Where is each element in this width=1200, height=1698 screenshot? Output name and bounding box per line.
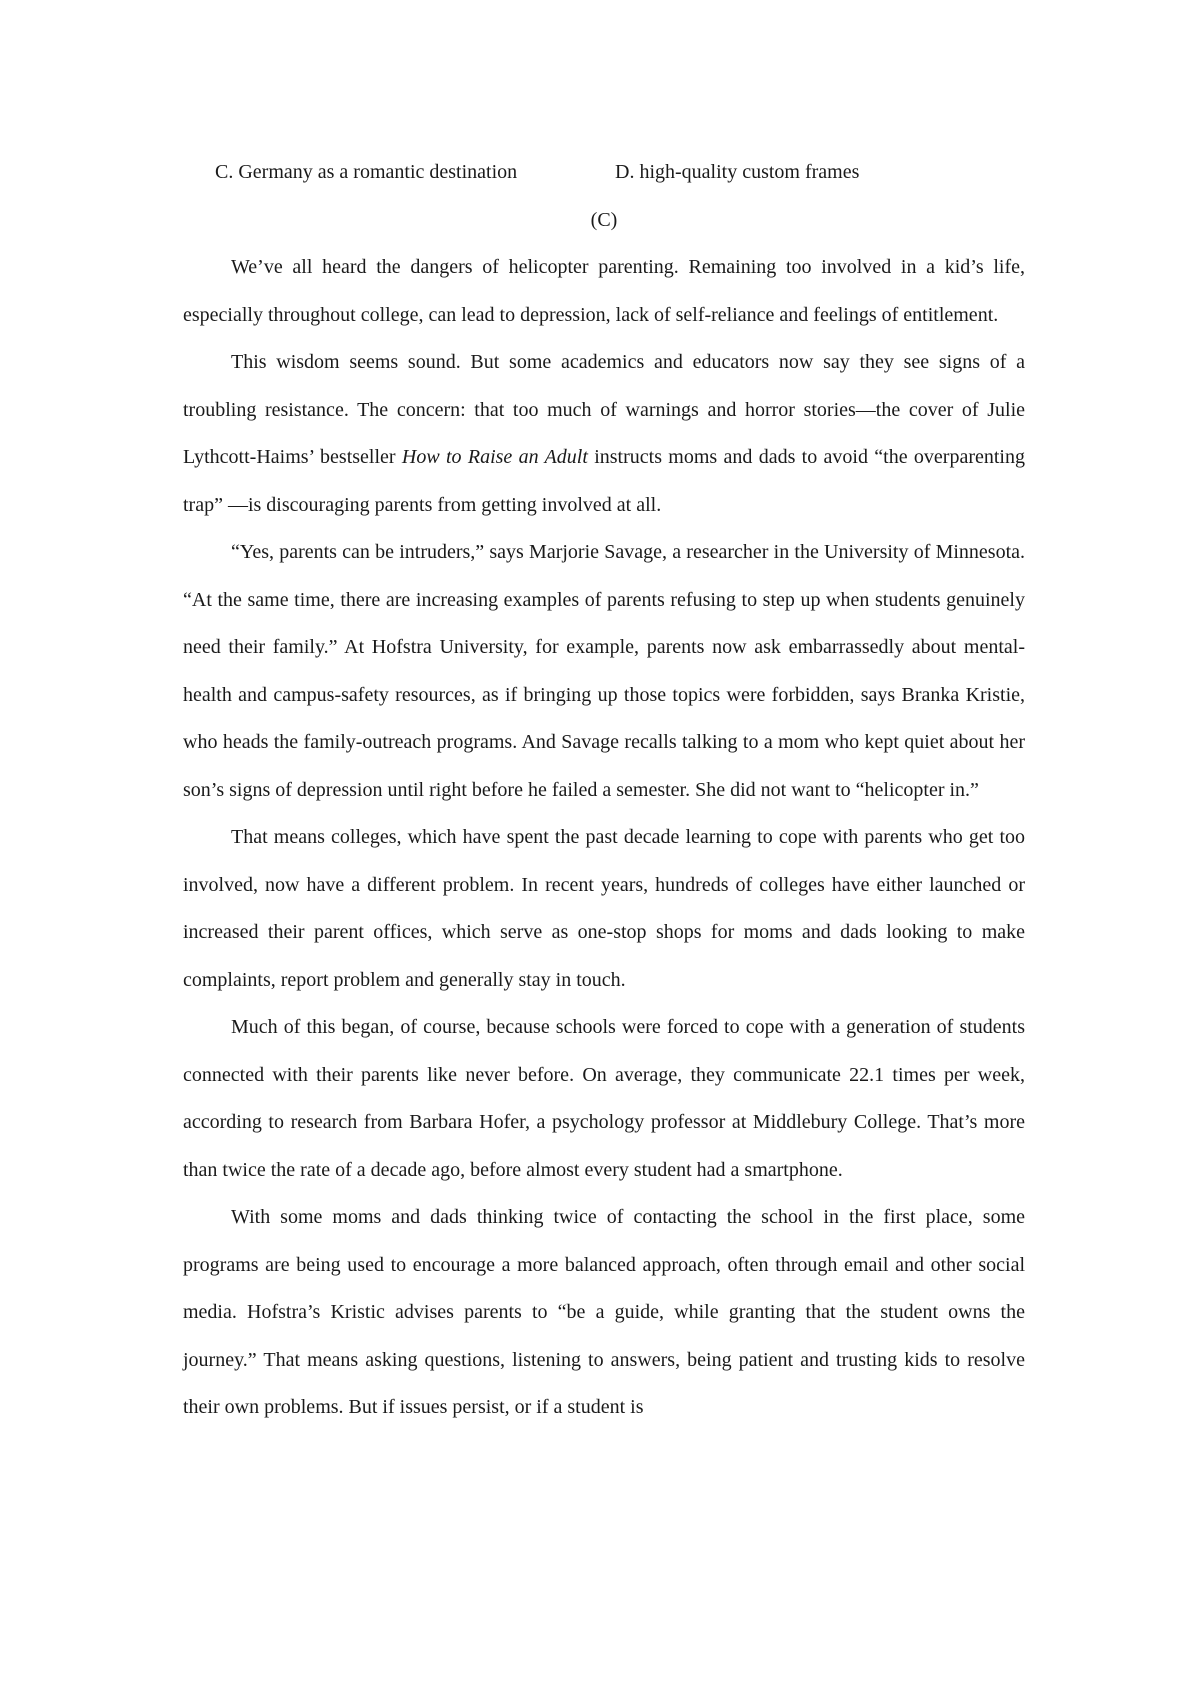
- answer-options-row: [183, 148, 1025, 196]
- paragraph-3: “Yes, parents can be intruders,” says Marjorie Savage, a researcher in the University of Minnesota. “At the same time, there are increasing examples of parents refusing to step up when students genuinely need their family.” At Hofstra University, for example, parents now ask embarrassedly about mental-health and campus-safety resources, as if bringing up those topics were forbidden, says Branka Kristie, who heads the family-outreach programs. And Savage recalls talking to a mom who kept quiet about her son’s signs of depression until right before he failed a semester. She did not want to “helicopter in.”: [183, 541, 1025, 801]
- paragraph-1: We’ve all heard the dangers of helicopter parenting. Remaining too involved in a kid’s life, especially throughout college, can lead to depression, lack of self-reliance and feelings of entitlement.: [183, 256, 1025, 326]
- paragraph-2: [183, 339, 1025, 529]
- paragraph-2-text-after: instructs moms and dads to avoid “the overparenting trap” —is discouraging parents from getting involved at all.: [183, 446, 1025, 516]
- option-d: D. high-quality custom frames: [615, 161, 860, 183]
- section-label: (C): [590, 209, 618, 231]
- paragraph-4: That means colleges, which have spent the past decade learning to cope with parents who get too involved, now have a different problem. In recent years, hundreds of colleges have either launched or increased their parent offices, which serve as one-stop shops for moms and dads looking to make complaints, report problem and generally stay in touch.: [183, 826, 1025, 991]
- option-c: C. Germany as a romantic destination: [215, 161, 518, 183]
- paragraph-6: With some moms and dads thinking twice of contacting the school in the first place, some programs are being used to encourage a more balanced approach, often through email and other social media. Hofstra’s Kristic advises parents to “be a guide, while granting that the student owns the journey.” That means asking questions, listening to answers, being patient and trusting kids to resolve their own problems. But if issues persist, or if a student is: [183, 1206, 1025, 1418]
- document-page: [183, 148, 1025, 1432]
- paragraph-2-text-before: This wisdom seems sound. But some academics and educators now say they see signs of a troubling resistance. The concern: that too much of warnings and horror stories—the cover of Julie Lythcott-Haims’ bestseller: [183, 351, 1025, 468]
- paragraph-5: Much of this began, of course, because schools were forced to cope with a generation of students connected with their parents like never before. On average, they communicate 22.1 times per week, according to research from Barbara Hofer, a psychology professor at Middlebury College. That’s more than twice the rate of a decade ago, before almost every student had a smartphone.: [183, 1016, 1025, 1181]
- book-title: How to Raise an Adult: [401, 446, 588, 468]
